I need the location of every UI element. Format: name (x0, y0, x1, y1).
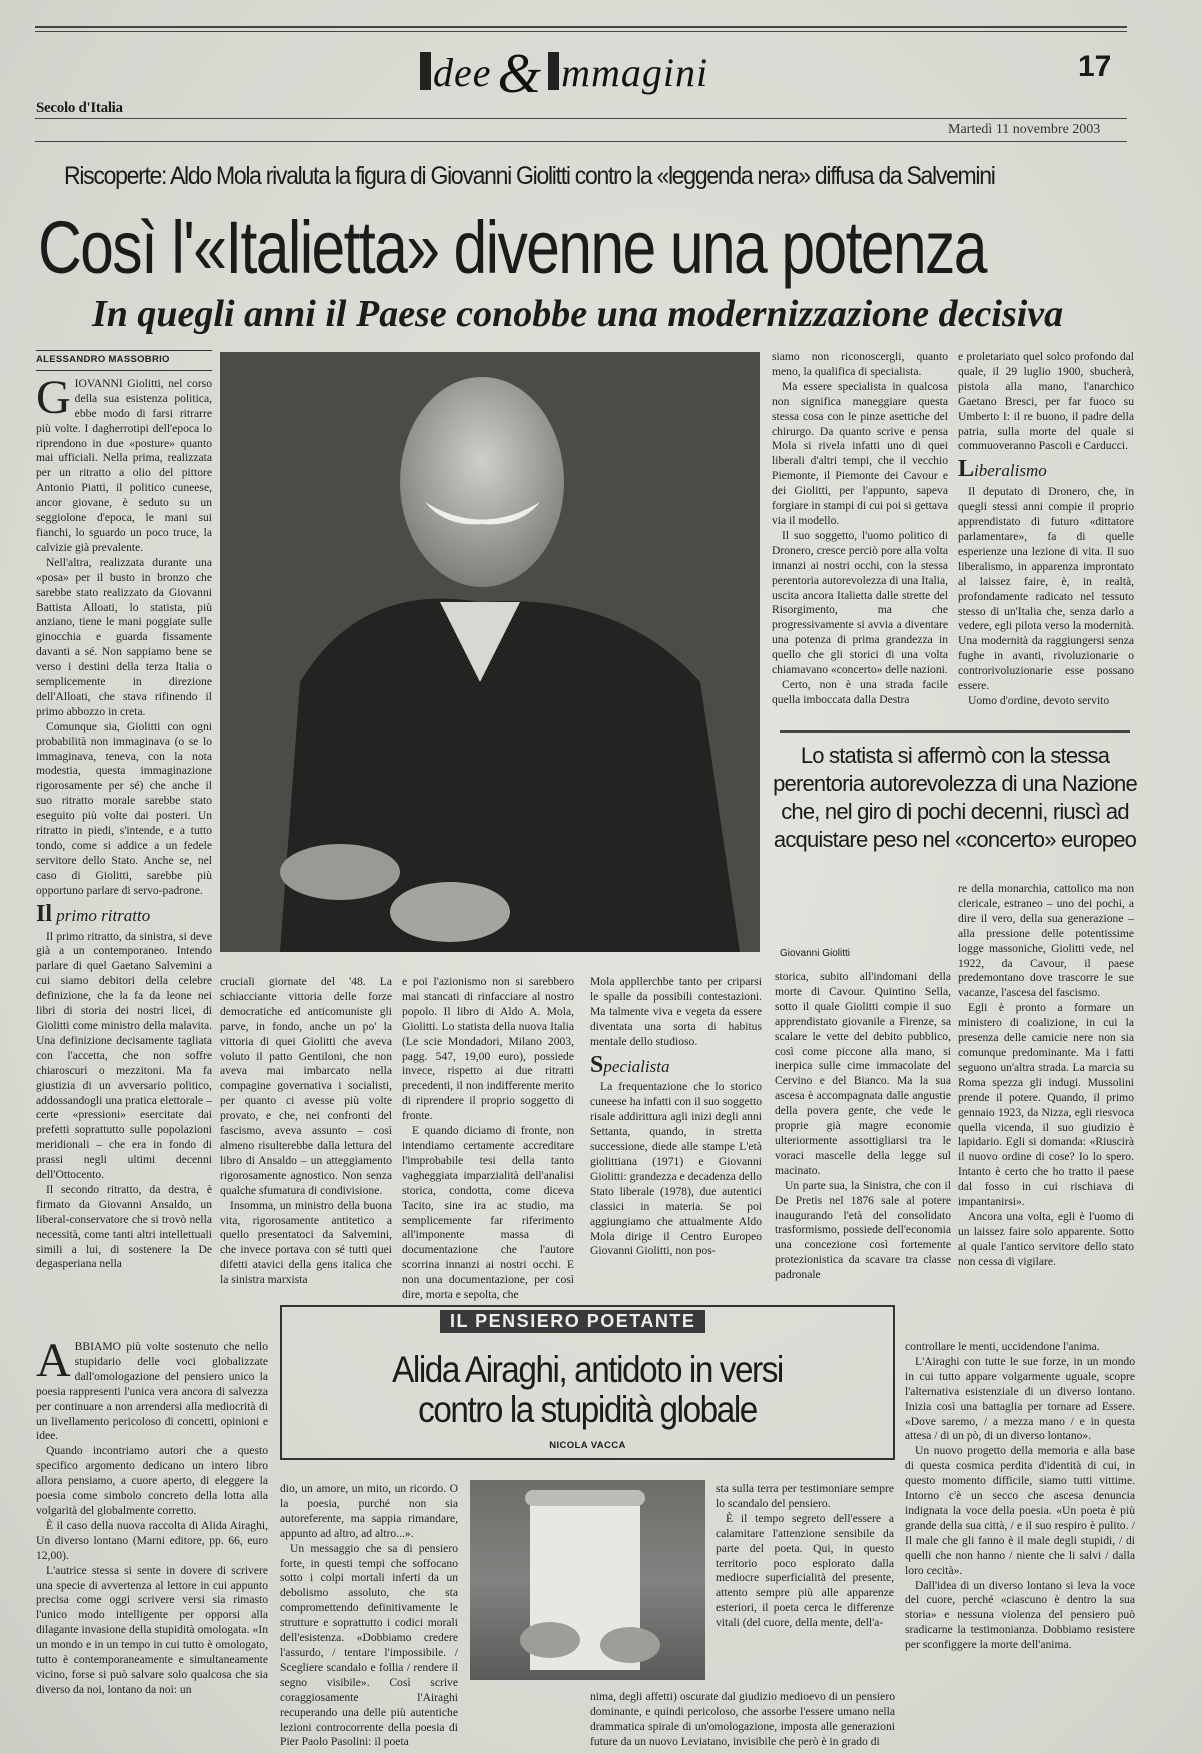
scroll-illustration (470, 1480, 705, 1680)
dropcap: G (36, 370, 71, 424)
paragraph: sta sulla terra per testimoniare sempre lo scandalo del pensiero. (716, 1482, 894, 1510)
paragraph: Ma essere specialista in qualcosa non significa maneggiare questa stessa cosa con le pinze asettiche del chirurgo. Da quanto scrive e pensa Mola si rivela infatti uno di quei liberali d'altri tempi, che il vecchio Piemonte, il Piemonte dei Cavour e dei Giolitti, per l'appunto, sapeva forgiare in stampi di cui poi si gettava via il modello. (772, 379, 948, 527)
paragraph: Il secondo ritratto, da destra, è firmato da Giovanni Ansaldo, un liberal-conservatore che si trovò nella necessità, come tanti altri intellettuali simili a lui, di sostenere la De degasperiana nella (36, 1182, 212, 1271)
paragraph: Ancora una volta, egli è l'uomo di un laissez faire solo apparente. Sotto al quale l'antico servitore dello stato non cessa di vigilare. (958, 1209, 1134, 1268)
pullquote-rule (780, 730, 1130, 733)
paragraph: Egli è pronto a formare un ministero di coalizione, in cui la presenza delle camicie nere non sia comunque predominante. Ma i fatti seguono un'altra strada. La marcia su Roma spezza gli indugi. Mussolini prende il potere. Quando, il primo gennaio 1923, da Nizza, egli riesvoca quella vicenda, il suo giudizio è lapidario. Egli si domanda: «Riuscirà il nuovo ordine di cose? Io lo spero. Intanto è certo che ho tratto il paese dal fosso in cui rischiava di impantanirsi». (958, 1001, 1134, 1209)
hand-left (520, 1622, 580, 1658)
subtitle-text: pecialista (603, 1056, 670, 1076)
paragraph: Nell'altra, realizzata durante una «posa» per il busto in bronzo che sarebbe stato realizzato da Giovanni Battista Alloati, lo statista, più anziano, tiene le mani poggiate sulle ginocchia e guarda fissamente davanti a sé. Non sappiamo bene se verso i destini della terza Italia o semplicemente in direzione dell'Alloati, che stava rifinendo il primo abbozzo in creta. (36, 555, 212, 718)
pull-quote: Lo statista si affermò con la stessa perentoria autorevolezza di una Nazione che, nel giro di pochi decenni, riuscì ad acquistare peso nel «concerto» europeo (773, 743, 1137, 852)
section-title (420, 42, 708, 106)
subtitle-liberalismo (958, 456, 1134, 483)
left-hand (280, 844, 400, 900)
paragraph-text: IOVANNI Giolitti, nel corso della sua esistenza politica, ebbe modo di farsi ritrarre più volte. I dagherrotipi dell'epoca lo riprendono in due «posture» quanto mai ufficiali. Nella prima, realizzata per un ritratto a olio del pittore Antonio Piatti, il politico cuneese, ancor giovane, è seduto su un seggiolone d'epoca, le mani sui fianchi, lo sguardo un poco truce, la calvizie già prevalente. (36, 376, 212, 554)
scroll-top-roll (525, 1490, 645, 1506)
paragraph: Il primo ritratto, da sinistra, si deve già a un contemporaneo. Intendo parlare di quel Gaetano Salvemini a cui siamo debitori della celebre definizione, che la fa da leone nei libri di storia dei nostri licei, di Giolitti come ministro della malavita. Una definizione decisamente tagliata con l'accetta, che non soffre chiaroscuri o mezzitoni. Ma fa giustizia di un avversario politico, addossandogli una pratica elettorale – certe «pressioni» esercitate dai prefetti soprattutto sulle popolazioni meridionali – che era in fondo di prassi negli ultimi decenni dell'Ottocento. (36, 929, 212, 1182)
subheadline: In quegli anni il Paese conobbe una modernizzazione decisiva (92, 293, 1064, 335)
section-word-1: dee (433, 50, 492, 95)
top-rule (35, 26, 1127, 28)
dropcap: A (36, 1334, 71, 1387)
article-column-3 (402, 975, 574, 1302)
scroll-photo (470, 1480, 705, 1680)
paragraph: Uomo d'ordine, devoto servito (968, 693, 1110, 707)
top-rule-thin (35, 31, 1127, 32)
subtitle-cap: Il (36, 900, 53, 927)
box-headline-line-2: contro la stupidità globale (418, 1389, 757, 1430)
paragraph: Certo, non è una strada facile quella imboccata dalla Destra (772, 677, 948, 706)
paragraph: E quando diciamo di fronte, non intendiamo certamente accreditare l'improbabile tesi della tanto vagheggiata imparzialità dell'analisi storica, condotta, come diceva Tacito, sine ira ac studio, ma semplicemente far riferimento all'imponente massa di documentazione che l'autore scorrina innanzi ai nostri occhi. E non una documentazione, per così dire, morta e sepolta, che (402, 1124, 574, 1302)
subtitle-text: primo ritratto (56, 905, 151, 925)
paragraph: Il deputato di Dronero, che, in quegli stessi anni compie il proprio apprendistato di futuro «dittatore parlamentare», fa di quelle esperienze una lezione di vita. Il suo liberalismo, in apparenza improntato al laissez faire, è, in realtà, profondamente radicato nel tessuto stesso di un'Italia che, senza darlo a vedere, egli pilota verso la modernità. Una modernità da raggiungersi senza fughe in avanti, rivoluzionarie o controrivoluzionarie esse possano essere. (958, 485, 1134, 693)
article-column-2 (220, 975, 392, 1287)
paragraph: L'autrice stessa si sente in dovere di scrivere una specie di avvertenza al lettore in cui appunto precisa come oggi scrivere versi sia rimasto l'unico modo intelligente per opporsi alla dilagante invasione della stupidità omologata. «In un mondo e in un tempo in cui tutto è omologato, tutto è contemporaneamente e simultaneamente vicino, forse si può salvare solo qualcosa che sia diverso da noi, lontano da noi: un (36, 1563, 268, 1696)
paragraph: La frequentazione che lo storico cuneese ha infatti con il suo soggetto risale addirittura agli inizi degli anni Settanta, quando, in stretta successione, diede alle stampe L'età giolittiana (1971) e Giovanni Giolitti: grandezza e decadenza dello Stato liberale (1978), due autentici classici in materia. Se poi aggiungiamo che attualmente Aldo Mola dirige il Centro Europeo Giovanni Giolitti, non pos- (590, 1080, 762, 1258)
subtitle-specialista (590, 1051, 762, 1078)
section-word-2: mmagini (561, 50, 709, 95)
newspaper-name: Secolo d'Italia (36, 100, 123, 116)
box-column-2 (280, 1482, 458, 1749)
subtitle-primo-ritratto (36, 900, 212, 927)
kicker: Riscoperte: Aldo Mola rivaluta la figura di Giovanni Giolitti contro la «leggenda nera» diffusa da Salvemini (64, 162, 995, 190)
subtitle-cap: S (590, 1051, 604, 1078)
rubric-label: IL PENSIERO POETANTE (440, 1310, 705, 1333)
byline: ALESSANDRO MASSOBRIO (36, 350, 212, 371)
section-ampersand: & (497, 43, 543, 105)
section-bar-icon (548, 52, 559, 90)
article-column-6 (958, 882, 1134, 1275)
paragraph: L'Airaghi con tutte le sue forze, in un mondo in cui tutto appare volgarmente uguale, scopre l'alternativa esistenziale di un diverso lontano. Inizia così una battaglia per tornare ad Essere. «Dove saremo, / a mezza mano / e in questa attesa / di un pò, di un diverso lontano». (905, 1354, 1135, 1443)
paragraph-text: BBIAMO più volte sostenuto che nello stupidario delle voci globalizzate dall'omologazione del pensiero unico la poesia rappresenti l'unica vera ancora di salvezza per continuare a non arrendersi alla mediocrità di un livellamento pericoloso di concetti, opinioni e idee. (36, 1340, 268, 1443)
paragraph: È il tempo segreto dell'essere a calamitare l'attenzione sensibile da parte del poeta. Qui, in questo territorio poco esplorato dalla mediocre superficialità del presente, attento sempre più alle apparenze esteriori, il poeta cerca le differenze vitali (del cuore, della mente, dell'a- (716, 1511, 894, 1630)
paragraph: e poi l'azionismo non si sarebbero mai stancati di rinfacciare al nostro popolo. Il libro di Aldo A. Mola, Giolitti. Lo statista della nuova Italia (Le scie Mondadori, Milano 2003, pagg. 547, 19,00 euro), possiede invece, rispetto ai due ritratti precedenti, il non indifferente merito di riprendere il proprio soggetto di fronte. (402, 975, 574, 1123)
paragraph: Comunque sia, Giolitti con ogni probabilità non immaginava (o se lo immaginava, teneva, con la nota modestia, questa immaginazione rigorosamente per sé) che anche il suo ritratto morale sarebbe stato eseguito più volte dai posteri. Un ritratto in piedi, s'intende, e a tutto tondo, come si addice a un fedele servitore dello Stato. Anche se, nel caso di Giolitti, sarebbe più opportuno parlare di servo-padrone. (36, 719, 212, 897)
subtitle-text: iberalismo (974, 461, 1047, 481)
paragraph (36, 370, 212, 556)
rubric (440, 1310, 705, 1333)
box-column-1 (36, 1334, 268, 1735)
article-column-5 (775, 970, 951, 1282)
masthead-rule (35, 118, 1127, 119)
headline: Così l'«Italietta» divenne una potenza (38, 206, 986, 289)
box-headline (320, 1350, 856, 1430)
hand-right (600, 1627, 660, 1663)
paragraph: Quando incontriamo autori che a questo specifico argomento dedicano un intero libro allora pensiamo, a cuore aperto, di eleggere la poesia come simbolo concreto della lotta alla volgarità del globalmente corretto. (36, 1444, 268, 1517)
paragraph: Mola appllerchbe tanto per criparsi le spalle da possibili contestazioni. Ma talmente viva e vegeta da essere diventata una sorta di habitus mentale dello studioso. (590, 975, 762, 1048)
article-column-4 (590, 975, 762, 1275)
box-column-3 (716, 1482, 894, 1650)
paragraph: Dall'idea di un diverso lontano si leva la voce del cuore, perché «ciascuno è dentro la sua storia» e nessuna violenza del pensiero può sradicarne la testimonianza. Dobbiamo resistere per sconfiggere la morte dell'anima. (905, 1578, 1135, 1652)
paragraph: storica, subito all'indomani della morte di Cavour. Quintino Sella, sotto il quale Giolitti compie il suo apprendistato giovanile a Firenze, sa scalare le vette del debito pubblico, così come piccone alla mano, si inerpica sulle cime immacolate del Cervino e del Bianco. Ma la sua ascesa è accompagnata dalle angustie della povera gente, che vede le proprie già magre economie ulteriormente assottigliarsi tra le voraci mascelle della legge sul macinato. (775, 970, 951, 1177)
paragraph: controllare le menti, uccidendone l'anima. (905, 1340, 1100, 1353)
issue-date: Martedì 11 novembre 2003 (948, 122, 1101, 137)
paragraph: siamo non riconoscergli, quanto meno, la qualifica di specialista. (772, 350, 948, 378)
paragraph: cruciali giornate del '48. La schiacciante vittoria delle forze democratiche ed anticomuniste gli parve, in fondo, anche un po' la vittoria di quei Giolitti che aveva voluto il patto Gentiloni, che non aveva mai imbarcato nella compagine governativa i socialisti, per quanto ci avesse più volte provato, e che, nei confronti del fascismo, aveva assunto – così almeno risulterebbe dalla lettura del libro di Ansaldo – un atteggiamento rigorosamente agnostico. Non senza qualche sfumatura di condivisione. (220, 975, 392, 1197)
giolitti-portrait-photo (220, 352, 760, 952)
paragraph: Un nuovo progetto della memoria e alla base di questa cosmica perdita d'identità di cui, in questo momento difficile, siamo tutti vittime. Intorno c'è un secco che ascesa denuncia indignata la voce della poesia. «Un poeta è più grande della sua città, / e il suo respiro è pulito. / Il male che gli fanno è il male degli stupidi, / di quelli che non hanno / niente che li salvi / dalla loro cecità». (905, 1444, 1135, 1577)
page-number: 17 (1078, 50, 1112, 83)
article-column-4-top (772, 350, 948, 720)
date-rule (35, 141, 1127, 142)
article-column-1 (36, 350, 212, 1275)
paragraph: È il caso della nuova raccolta di Alida Airaghi, Un diverso lontano (Marni editore, pp. 66, euro 12,00). (36, 1518, 268, 1562)
subtitle-cap: L (958, 456, 975, 483)
paragraph: Un messaggio che sa di pensiero forte, in questi tempi che soffocano sotto i colpi mortali inferti da un debolismo assoluto, che sta compromettendo definitivamente le strutture e soprattutto i codici morali dell'esistenza. «Dobbiamo credere l'assurdo, / tentare l'impossibile. / Scegliere scandalo e follia / rendere il segno visibile». Così scrive coraggiosamente l'Airaghi recuperando una delle più autentiche lezioni controcorrente della poesia di Pier Paolo Pasolini: il poeta (280, 1541, 458, 1749)
paragraph: Insomma, un ministro della buona vita, rigorosamente antitetico a quello presentatoci da Salvemini, che invece portava con sé tutti quei difetti atavici della gens italica che la sinistra marxista (220, 1198, 392, 1287)
right-hand (390, 882, 510, 942)
section-bar-icon (420, 52, 431, 90)
box-byline: NICOLA VACCA (549, 1440, 626, 1451)
article-column-5-top (958, 350, 1134, 720)
paragraph: Il suo soggetto, l'uomo politico di Dronero, cresce perciò pore alla volta innanzi ai nostri occhi, con la stessa perentoria autorevolezza di una Italia, uscita ancora Italietta dalle strette del Risorgimento, ma che progressivamente si avvia a diventare una potenza di prima grandezza in quello che gli storici di una volta chiamavano «concerto» delle nazioni. (772, 528, 948, 677)
paragraph: Un parte sua, la Sinistra, che con il De Pretis nel 1876 sale al potere inaugurando l'età del consolidato trasformismo, possiede dell'economia una concezione così fortemente protezionistica da scavare tra classe padronale (775, 1178, 951, 1282)
face-shape (400, 377, 564, 587)
photo-caption: Giovanni Giolitti (780, 948, 851, 959)
paragraph: dio, un amore, un mito, un ricordo. O la poesia, purché non sia autoreferente, ma sappia rimandare, appunto ad altro, ad altro...». (280, 1482, 458, 1540)
paragraph (36, 1334, 268, 1444)
box-headline-line-1: Alida Airaghi, antidoto in versi (392, 1349, 783, 1390)
paragraph: nima, degli affetti) oscurate dal giudizio medioevo di un pensiero dominante, e quindi pericoloso, che assorbe l'essere umano nella drammatica spirale di un'omologazione, imposta alle generazioni future da un nuovo Leviatano, invisibile che però è in grado di (590, 1690, 895, 1748)
portrait-illustration (220, 352, 760, 952)
box-column-bottom (590, 1690, 895, 1748)
paragraph: e proletariato quel solco profondo dal quale, il 29 luglio 1900, sbucherà, pistola alla mano, l'anarchico Gaetano Bresci, per far fuoco su Umberto I: il re buono, il padre della patria, sulla morte del quale si commuoveranno Pascoli e Carducci. (958, 350, 1134, 453)
box-column-4 (905, 1340, 1135, 1735)
paragraph: re della monarchia, cattolico ma non clericale, estraneo – uno dei pochi, a dire il vero, della sua generazione – alla pressione delle potentissime logge massoniche, Giolitti vede, nel 1922, da Cavour, il paese predemontano dove trascorre le sue vacanze, l'ascesa del fascismo. (958, 882, 1134, 1000)
